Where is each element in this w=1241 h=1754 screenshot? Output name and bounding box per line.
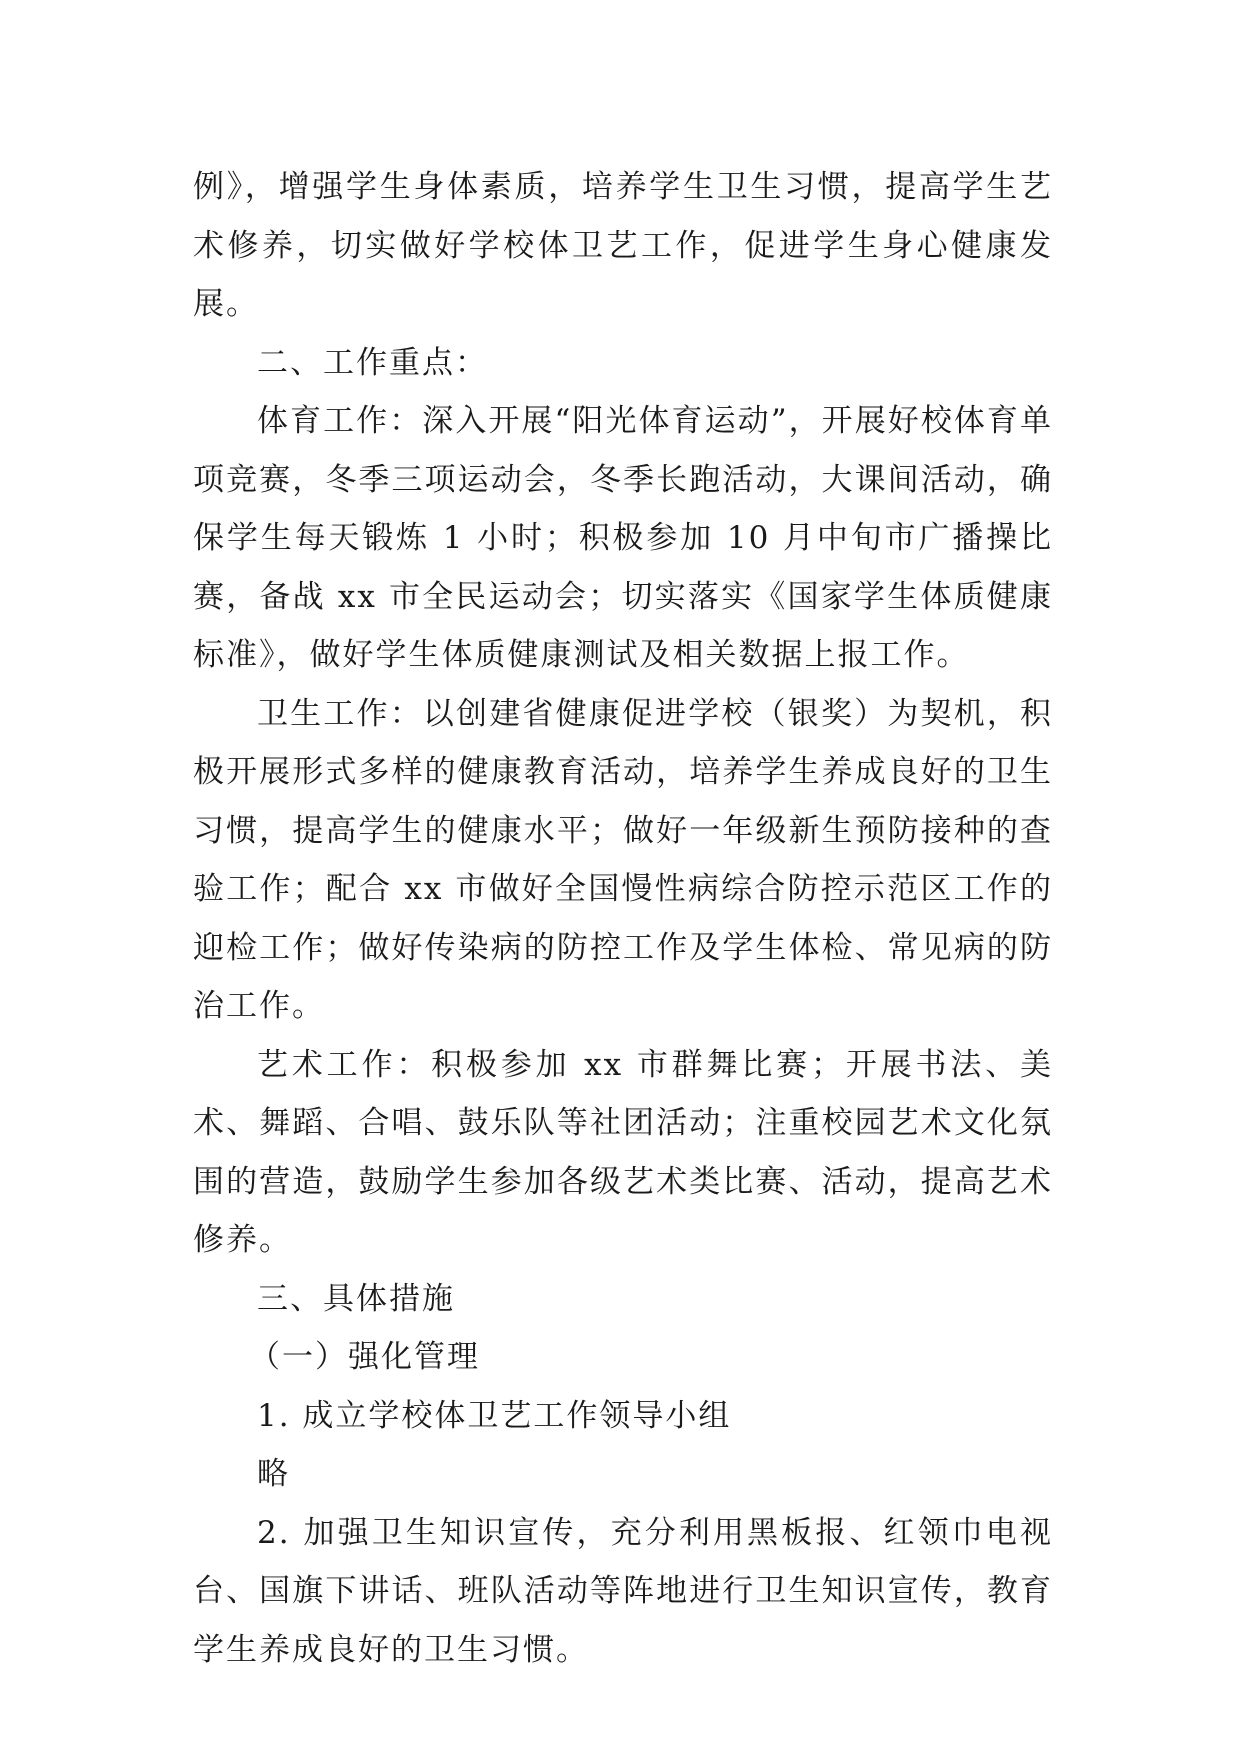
section-heading-measures: 三、具体措施 [257,1280,455,1317]
subheading-strengthen-management: （一）强化管理 [249,1339,480,1375]
paragraph-intro-tail: 例》，增强学生身体素质，培养学生卫生习惯，提高学生艺术修养，切实做好学校体卫艺工作，促进学生身心健康发展。 [193,169,1053,322]
paragraph-hygiene-work: 卫生工作：以创建省健康促进学校（银奖）为契机，积极开展形式多样的健康教育活动，培养学生养成良好的卫生习惯，提高学生的健康水平；做好一年级新生预防接种的查验工作；配合 xx 市做好全国慢性病综合防控示范区工作的迎检工作；做好传染病的防控工作及学生体检、常见病的防治工作。 [193,695,1053,1024]
paragraph-sports-work: 体育工作：深入开展“阳光体育运动”，开展好校体育单项竞赛，冬季三项运动会，冬季长跑活动，大课间活动，确保学生每天锻炼 1 小时；积极参加 10 月中旬市广播操比赛，备战 xx 市全民运动会；切实落实《国家学生体质健康标准》，做好学生体质健康测试及相关数据上报工作。 [193,403,1053,673]
section-heading-work-focus: 二、工作重点： [257,344,488,381]
document-body [193,158,1053,1679]
paragraph-arts-work: 艺术工作：积极参加 xx 市群舞比赛；开展书法、美术、舞蹈、合唱、鼓乐队等社团活动；注重校园艺术文化氛围的营造，鼓励学生参加各级艺术类比赛、活动，提高艺术修养。 [193,1046,1053,1258]
list-item-1: 1. 成立学校体卫艺工作领导小组 [257,1397,732,1434]
paragraph-omitted: 略 [257,1456,290,1492]
list-item-2: 2. 加强卫生知识宣传，充分利用黑板报、红领巾电视台、国旗下讲话、班队活动等阵地进行卫生知识宣传，教育学生养成良好的卫生习惯。 [193,1514,1053,1668]
